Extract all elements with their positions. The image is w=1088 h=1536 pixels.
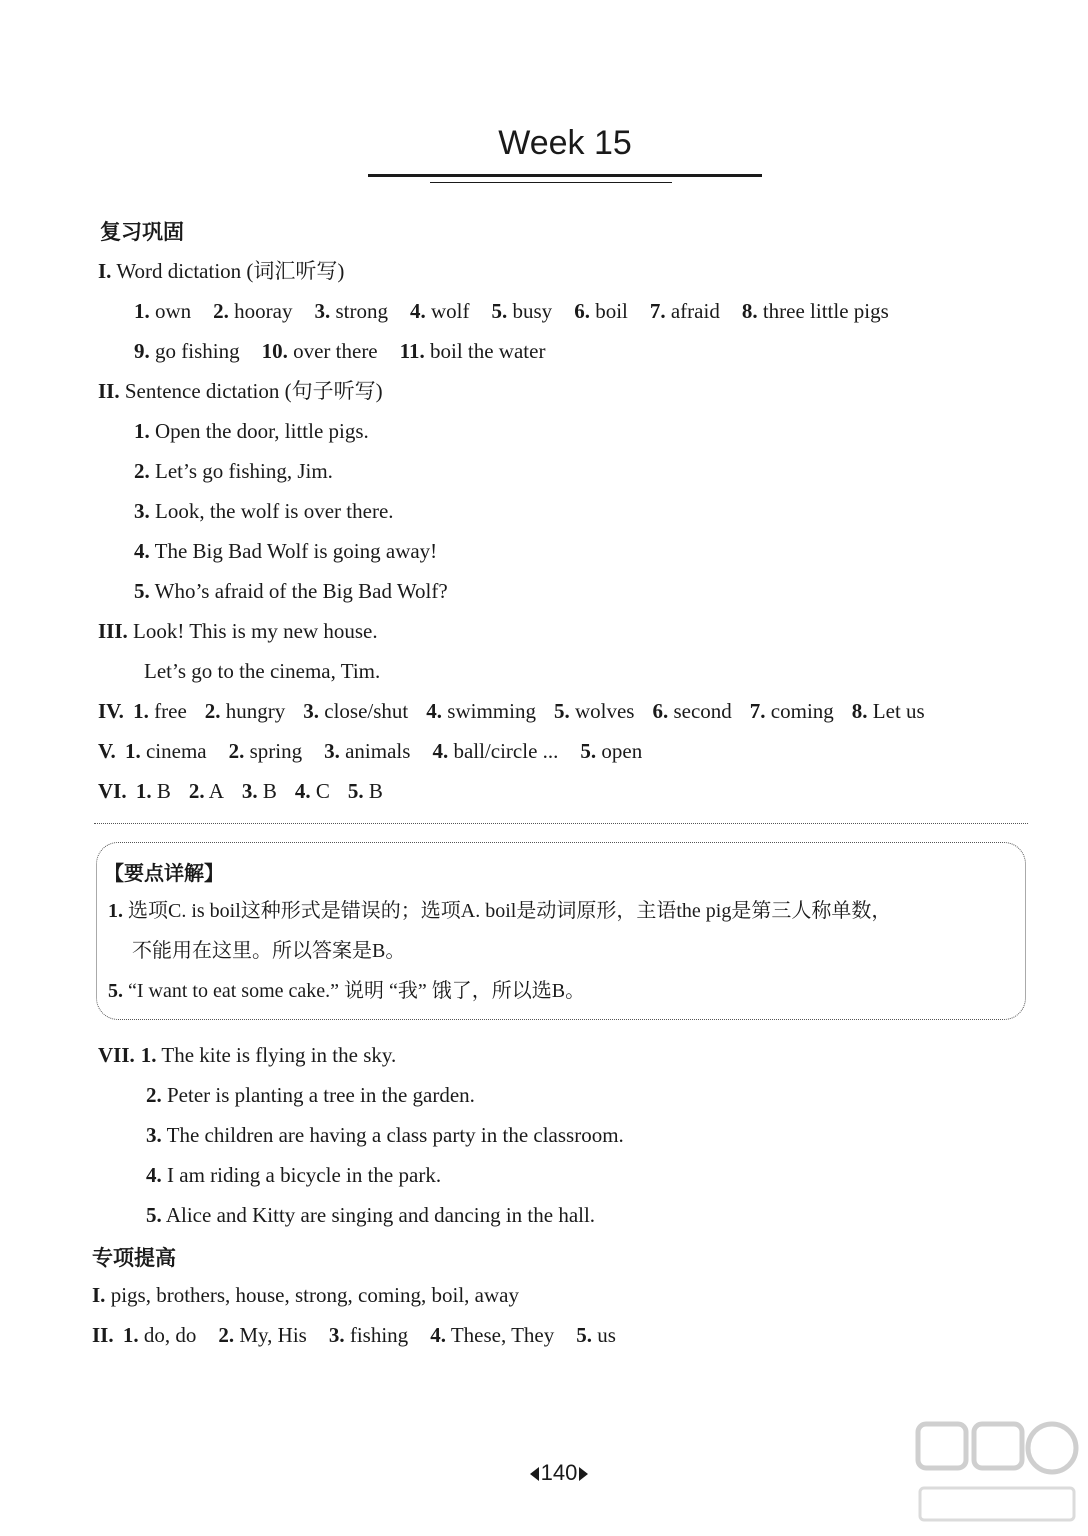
section-2-text: Sentence dictation (句子听写) (124, 379, 383, 403)
sentence-5: 5. Who’s afraid of the Big Bad Wolf? (134, 579, 448, 603)
review-heading: 复习巩固 (100, 219, 184, 244)
section-2-heading (98, 378, 383, 404)
answer-item: hooray (234, 299, 293, 323)
section-4: IV. 1. free 2. hungry 3. close/shut 4. swimming 5. wolves 6. second 7. coming 8. Let us (98, 699, 925, 723)
answer-item: busy (512, 299, 553, 323)
title-rule-thin (430, 182, 672, 183)
section-7-line-3: 3. The children are having a class party in the classroom. (146, 1123, 624, 1147)
section-7-line-2: 2. Peter is planting a tree in the garden. (146, 1083, 475, 1107)
section-3-line-1: III. Look! This is my new house. (98, 619, 378, 643)
answer-item: afraid (670, 299, 720, 323)
section-7-line-5: 5. Alice and Kitty are singing and dancing in the hall. (146, 1203, 596, 1227)
key-points-title: 【要点详解】 (104, 861, 224, 885)
answer-item: three little pigs (762, 299, 889, 323)
section-1-text: Word dictation (词汇听写) (116, 259, 345, 283)
answer-item: boil (595, 299, 628, 323)
page-title: Week 15 (498, 124, 632, 162)
right-triangle-icon (579, 1467, 588, 1481)
answer-item: own (155, 299, 192, 323)
section-6: VI. 1. B 2. A 3. B 4. C 5. B (98, 779, 383, 803)
note-1-line-1: 1. 选项C. is boil这种形式是错误的；选项A. boil是动词原形，主语the pig是第三人称单数， (108, 900, 892, 922)
section-1-row-1: 1. own 2. hooray 3. strong 4. wolf 5. busy 6. boil 7. afraid 8. three little pigs (134, 299, 889, 323)
title-rule-thick (368, 174, 762, 177)
section-3-line-2: Let’s go to the cinema, Tim. (144, 659, 381, 683)
answer-item: go fishing (155, 339, 240, 363)
page-number: 140 (524, 1460, 594, 1486)
improve-2: II. 1. do, do 2. My, His 3. fishing 4. These, They 5. us (92, 1323, 616, 1347)
watermark-logo-icon (912, 1414, 1082, 1529)
sentence-1: 1. Open the door, little pigs. (134, 419, 369, 443)
note-1-line-2: 不能用在这里。所以答案是B。 (132, 940, 406, 962)
improve-1: I. pigs, brothers, house, strong, coming, boil, away (92, 1283, 519, 1307)
section-5: V. 1. cinema 2. spring 3. animals 4. ball/circle ... 5. open (98, 739, 643, 763)
answer-item: wolf (431, 299, 470, 323)
section-7-line-1: VII. 1. The kite is flying in the sky. (98, 1043, 397, 1067)
answer-item: over there (293, 339, 378, 363)
note-5-line: 5. “I want to eat some cake.” 说明 “我” 饿了，所以选B。 (108, 980, 586, 1002)
section-3-label: III. (98, 619, 128, 643)
section-2-label: II. (98, 379, 120, 403)
sentence-2: 2. Let’s go fishing, Jim. (134, 459, 333, 483)
section-1-row-2: 9. go fishing 10. over there 11. boil the water (134, 339, 546, 363)
improve-heading: 专项提高 (92, 1245, 176, 1270)
sentence-3: 3. Look, the wolf is over there. (134, 499, 394, 523)
answer-item: boil the water (429, 339, 546, 363)
dotted-separator (94, 823, 1028, 824)
section-1-heading (98, 258, 344, 284)
section-1-label: I. (98, 259, 112, 283)
section-7-line-4: 4. I am riding a bicycle in the park. (146, 1163, 442, 1187)
sentence-4: 4. The Big Bad Wolf is going away! (134, 539, 438, 563)
left-triangle-icon (530, 1467, 539, 1481)
answer-item: strong (335, 299, 388, 323)
